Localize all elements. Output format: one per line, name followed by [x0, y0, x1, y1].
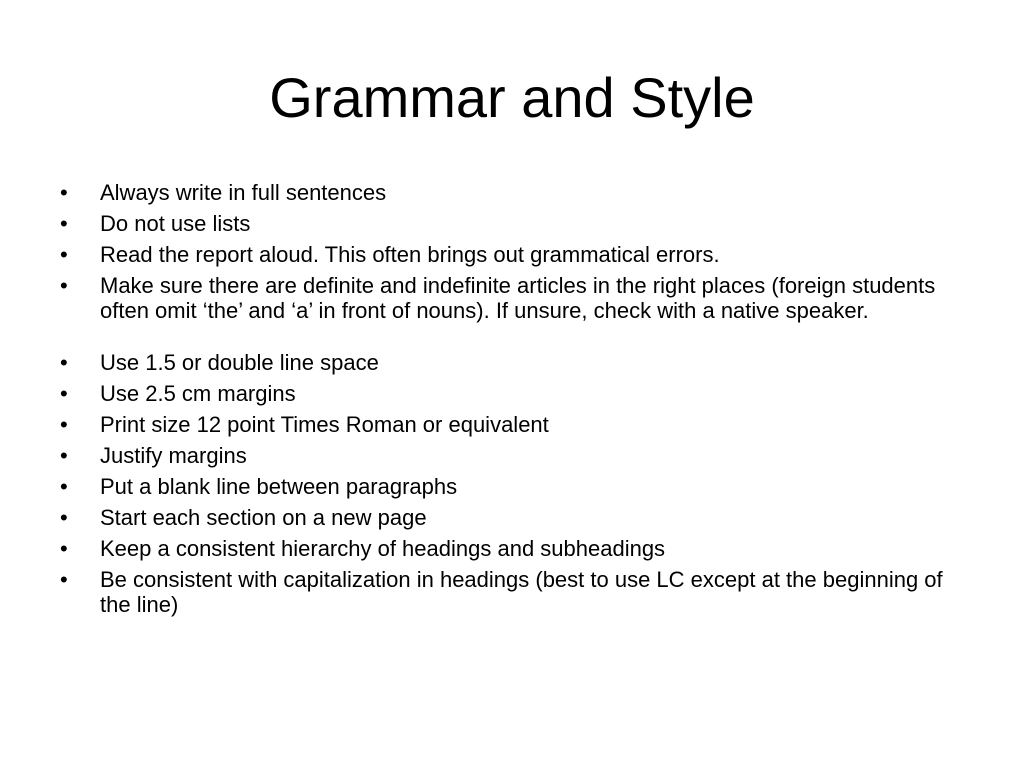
bullet-list — [60, 180, 960, 623]
bullet-item — [60, 567, 960, 617]
bullet-marker: • — [60, 242, 68, 267]
bullet-marker: • — [60, 180, 68, 205]
bullet-text: Always write in full sentences — [100, 180, 387, 205]
bullet-marker: • — [60, 536, 68, 561]
bullet-item — [60, 350, 960, 375]
bullet-text: Keep a consistent hierarchy of headings and subheadings — [100, 536, 666, 561]
bullet-marker: • — [60, 350, 68, 375]
bullet-marker: • — [60, 443, 68, 468]
bullet-item — [60, 211, 960, 236]
bullet-marker: • — [60, 567, 68, 592]
bullet-text: Print size 12 point Times Roman or equivalent — [100, 412, 549, 437]
bullet-item — [60, 180, 960, 205]
bullet-text: Use 2.5 cm margins — [100, 381, 296, 406]
bullet-text: Do not use lists — [100, 211, 251, 236]
bullet-item — [60, 505, 960, 530]
bullet-item — [60, 273, 960, 323]
bullet-marker: • — [60, 505, 68, 530]
bullet-text: Put a blank line between paragraphs — [100, 474, 458, 499]
bullet-item — [60, 412, 960, 437]
bullet-text: Make sure there are definite and indefinite articles in the right places (foreign students often omit ‘the’ and ‘a’ in front of nouns). If unsure, check with a native speaker. — [100, 273, 936, 323]
bullet-text: Start each section on a new page — [100, 505, 427, 530]
bullet-marker: • — [60, 381, 68, 406]
bullet-item — [60, 381, 960, 406]
bullet-item — [60, 536, 960, 561]
bullet-item — [60, 474, 960, 499]
bullet-text: Be consistent with capitalization in headings (best to use LC except at the beginning of the line) — [100, 567, 943, 617]
bullet-marker: • — [60, 474, 68, 499]
bullet-text: Justify margins — [100, 443, 247, 468]
bullet-marker: • — [60, 412, 68, 437]
bullet-item — [60, 443, 960, 468]
bullet-marker: • — [60, 273, 68, 298]
bullet-text: Read the report aloud. This often brings out grammatical errors. — [100, 242, 720, 267]
bullet-marker: • — [60, 211, 68, 236]
bullet-item — [60, 242, 960, 267]
bullet-text: Use 1.5 or double line space — [100, 350, 379, 375]
slide-title: Grammar and Style — [269, 66, 755, 129]
